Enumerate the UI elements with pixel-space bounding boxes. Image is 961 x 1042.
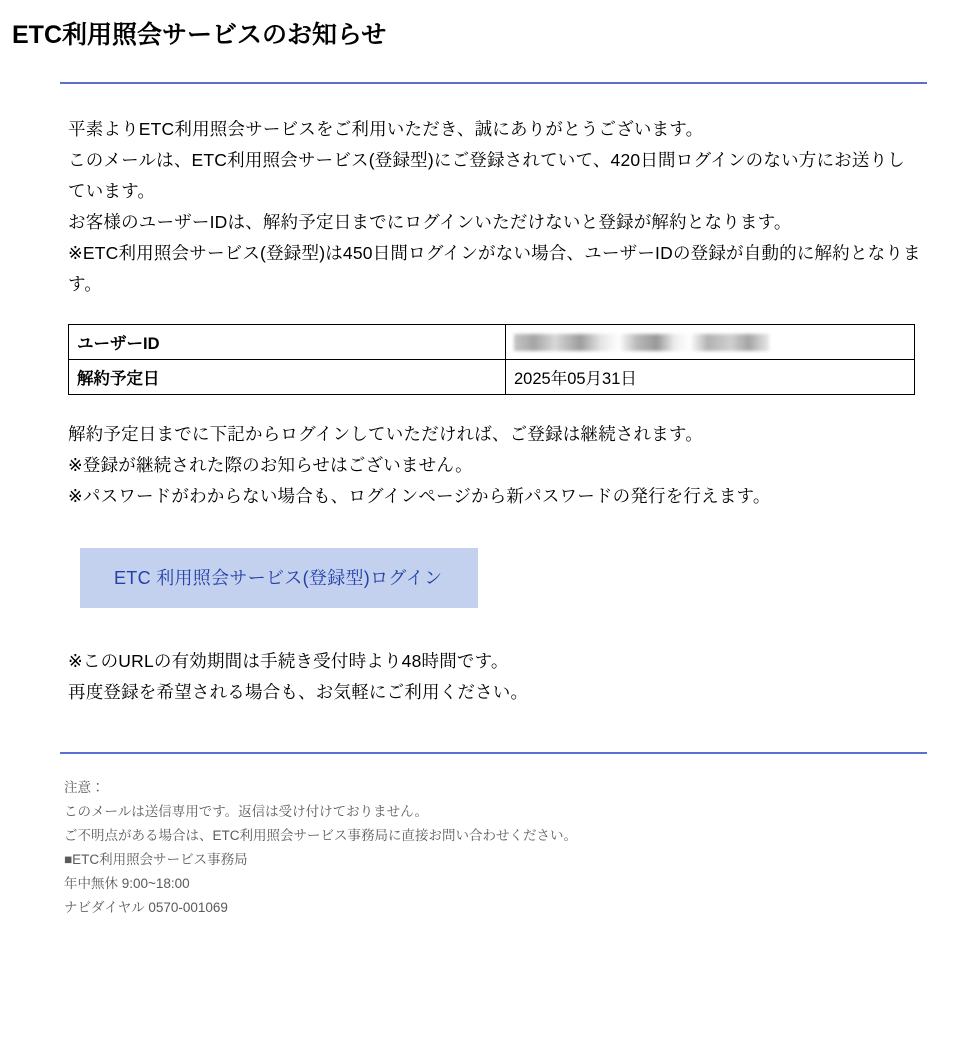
cancellation-date-value: 2025年05月31日 xyxy=(506,360,915,395)
user-id-value xyxy=(506,325,915,360)
table-row xyxy=(69,360,915,395)
account-info-table xyxy=(68,324,915,395)
after-cta-line-2: 再度登録を希望される場合も、お気軽にご利用ください。 xyxy=(68,682,529,702)
footer-notes xyxy=(64,776,921,920)
footer-line-1: 注意： xyxy=(64,780,105,795)
footer-line-3: ご不明点がある場合は、ETC利用照会サービス事務局に直接お問い合わせください。 xyxy=(64,828,577,843)
intro-line-1: 平素よりETC利用照会サービスをご利用いただき、誠にありがとうございます。 xyxy=(68,119,704,139)
login-button[interactable]: ETC 利用照会サービス(登録型)ログイン xyxy=(80,548,478,608)
after-cta-block xyxy=(68,646,921,708)
mid-line-2: ※登録が継続された際のお知らせはございません。 xyxy=(68,455,473,475)
table-row xyxy=(69,325,915,360)
footer-line-4: ■ETC利用照会サービス事務局 xyxy=(64,852,248,867)
redacted-user-id xyxy=(514,334,769,351)
intro-line-4: ※ETC利用照会サービス(登録型)は450日間ログインがない場合、ユーザーIDの登録が自動的に解約となります。 xyxy=(68,243,921,294)
top-divider xyxy=(60,82,927,84)
footer-line-6: ナビダイヤル 0570-001069 xyxy=(64,900,228,915)
cta-container xyxy=(80,548,921,608)
email-body xyxy=(68,114,921,708)
bottom-divider xyxy=(60,752,927,754)
intro-line-2: このメールは、ETC利用照会サービス(登録型)にご登録されていて、420日間ログインのない方にお送りしています。 xyxy=(68,150,905,201)
cancellation-date-label: 解約予定日 xyxy=(69,360,506,395)
mid-line-3: ※パスワードがわからない場合も、ログインページから新パスワードの発行を行えます。 xyxy=(68,486,771,506)
footer-line-2: このメールは送信専用です。返信は受け付けておりません。 xyxy=(64,804,428,819)
email-document xyxy=(0,18,961,1042)
intro-line-3: お客様のユーザーIDは、解約予定日までにログインいただけないと登録が解約となります。 xyxy=(68,212,792,232)
after-cta-line-1: ※このURLの有効期間は手続き受付時より48時間です。 xyxy=(68,651,509,671)
footer-line-5: 年中無休 9:00~18:00 xyxy=(64,876,190,891)
page-title: ETC利用照会サービスのお知らせ xyxy=(12,21,387,49)
mid-line-1: 解約予定日までに下記からログインしていただければ、ご登録は継続されます。 xyxy=(68,424,703,444)
user-id-label: ユーザーID xyxy=(69,325,506,360)
mid-block xyxy=(68,419,921,512)
